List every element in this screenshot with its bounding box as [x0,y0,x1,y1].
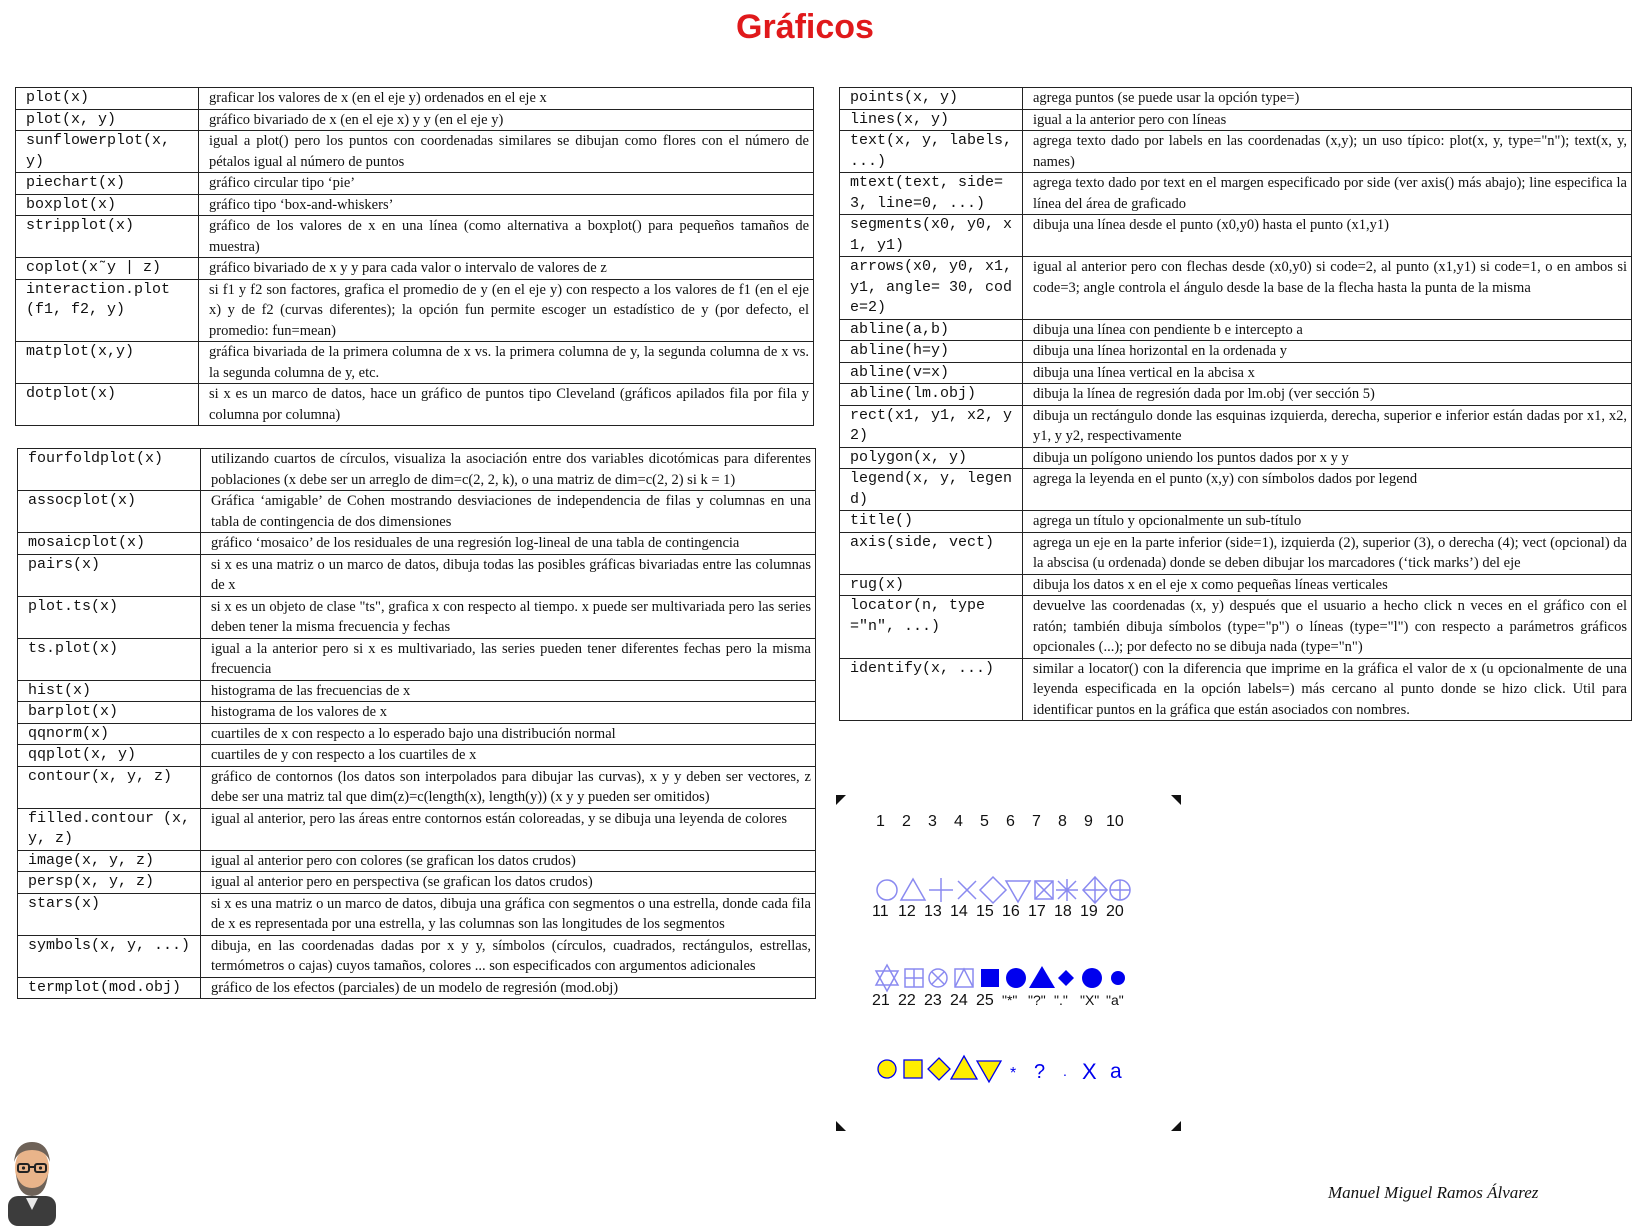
function-description: gráfico bivariado de x y y para cada valor o intervalo de valores de z [199,258,814,280]
function-name: identify(x, ...) [840,658,1023,721]
table-row [840,574,1632,596]
function-name: abline(h=y) [840,341,1023,363]
table-row [840,131,1632,173]
table-row [840,257,1632,320]
pch-7-square-cross [1035,881,1053,899]
function-description: gráfico tipo ‘box-and-whiskers’ [199,194,814,216]
function-name: qqnorm(x) [18,723,201,745]
function-name: symbols(x, y, ...) [18,935,201,977]
function-description: igual a plot() pero los puntos con coordenadas similares se dibujan como flores con el número de pétalos igual al número de puntos [199,131,814,173]
function-description: agrega texto dado por labels en las coordenadas (x,y); un uso típico: plot(x, y, type="n"); text(x, y, names) [1023,131,1632,173]
symbol-number-label: 1 [876,813,885,830]
pch-24-filled-triangle [951,1056,977,1079]
pch-3-plus [929,878,953,902]
pch-dot-glyph: . [1063,1063,1067,1079]
function-name: interaction.plot (f1, f2, y) [16,279,199,342]
function-description: gráfica bivariada de la primera columna de x vs. la primera columna de y, la segunda columna de x vs. la segunda columna de y, etc. [199,342,814,384]
function-name: rug(x) [840,574,1023,596]
function-name: abline(a,b) [840,319,1023,341]
symbol-number-label: 17 [1028,903,1046,920]
function-name: dotplot(x) [16,384,199,426]
table-row [840,173,1632,215]
pch-symbols-figure [836,795,1181,1131]
symbol-number-label: 21 [872,992,890,1009]
function-name: fourfoldplot(x) [18,449,201,491]
table-row [18,935,816,977]
table-row [840,447,1632,469]
function-description: gráfico ‘mosaico’ de los residuales de una regresión log-lineal de una tabla de contingencia [201,533,816,555]
table-row [16,216,814,258]
function-description: agrega un eje en la parte inferior (side=1), izquierda (2), superior (3), o derecha (4); vect (opcional) da la abscisa (u ordenada) donde se deben dibujar los marcadores (‘tick marks’) del eje [1023,532,1632,574]
table-row [18,596,816,638]
symbol-number-label: "?" [1028,992,1046,1008]
function-description: gráfico de los efectos (parciales) de un modelo de regresión (mod.obj) [201,977,816,999]
symbol-number-label: 25 [976,992,994,1009]
function-name: text(x, y, labels, ...) [840,131,1023,173]
reference-table-specialized-plots [17,448,816,999]
table-row [18,893,816,935]
table-row [16,88,814,110]
pch-5-diamond [980,877,1006,903]
symbol-row-2 [876,965,1125,991]
table-row [16,342,814,384]
reference-table-low-level-plotting [839,87,1632,721]
function-name: locator(n, type="n", ...) [840,596,1023,659]
symbol-number-label: "*" [1002,992,1018,1008]
function-description: dibuja un polígono uniendo los puntos dados por x y y [1023,447,1632,469]
symbol-number-label: 5 [980,813,989,830]
symbol-number-label: 2 [902,813,911,830]
function-description: Gráfica ‘amigable’ de Cohen mostrando desviaciones de independencia de filas y columnas en una tabla de contingencia de dos dimensiones [201,491,816,533]
table-row [18,766,816,808]
function-name: matplot(x,y) [16,342,199,384]
function-description: similar a locator() con la diferencia que imprime en la gráfica el valor de x (u opcionalmente de una leyenda especificada en la opción labels=) más cercano al punto donde se hizo click. Util para identificar puntos en la gráfica que están asociados con nombres. [1023,658,1632,721]
table-body [16,88,814,426]
symbol-number-label: 13 [924,903,942,920]
table-row [840,596,1632,659]
function-description: si x es un marco de datos, hace un gráfico de puntos tipo Cleveland (gráficos apilados fila por fila y columna por columna) [199,384,814,426]
function-description: igual al anterior, pero las áreas entre contornos están coloreadas, y se dibuja una leyenda de colores [201,808,816,850]
table-row [18,745,816,767]
table-row [840,362,1632,384]
function-name: contour(x, y, z) [18,766,201,808]
function-description: dibuja una línea horizontal en la ordenada y [1023,341,1632,363]
pch-15-filled-square [981,969,999,987]
pch-25-filled-down-triangle [977,1061,1001,1082]
pch-4-cross [958,881,976,899]
corner-mark [836,1121,846,1131]
function-name: abline(v=x) [840,362,1023,384]
table-row [18,554,816,596]
table-row [840,341,1632,363]
reference-table-basic-plots [15,87,814,426]
pch-12-square-plus [905,969,923,987]
function-description: devuelve las coordenadas (x, y) después que el usuario a hecho click n veces en el gráfico con el ratón; también dibuja símbolos (type="p") o líneas (type="l") con respecto a parámetros gráficos opcionales (...); por defecto no se dibuja nada (type="n") [1023,596,1632,659]
symbol-row-3 [878,1056,1122,1084]
table-row [18,872,816,894]
pch-10-circle-plus [1110,880,1130,900]
table-row [18,977,816,999]
function-description: igual al anterior pero en perspectiva (se grafican los datos crudos) [201,872,816,894]
pch-a-glyph: a [1110,1060,1122,1083]
table-row [840,215,1632,257]
function-name: plot(x) [16,88,199,110]
symbol-number-label: 22 [898,992,916,1009]
function-name: filled.contour (x, y, z) [18,808,201,850]
symbol-number-label: 24 [950,992,968,1009]
table-row [18,808,816,850]
symbol-number-label: 20 [1106,903,1124,920]
function-name: barplot(x) [18,702,201,724]
symbol-number-label: 10 [1106,813,1124,830]
function-name: polygon(x, y) [840,447,1023,469]
function-description: igual al anterior pero con flechas desde (x0,y0) si code=2, al punto (x1,y1) si code=1, o en ambos si code=3; angle controla el ángulo desde la base de la flecha hasta la punta de la misma [1023,257,1632,320]
function-name: arrows(x0, y0, x1, y1, angle= 30, code=2) [840,257,1023,320]
table-row [840,469,1632,511]
function-description: dibuja una línea con pendiente b e intercepto a [1023,319,1632,341]
author-avatar [6,1138,58,1226]
table-row [18,638,816,680]
symbol-number-label: 15 [976,903,994,920]
function-name: image(x, y, z) [18,850,201,872]
function-name: hist(x) [18,680,201,702]
pch-1-circle [877,880,897,900]
function-description: si x es un objeto de clase "ts", grafica x con respecto al tiempo. x puede ser multivariada pero las series deben tener la misma frecuencia y fechas [201,596,816,638]
pch-13-circle-cross [929,969,947,987]
symbol-number-label: 3 [928,813,937,830]
pch-21-filled-circle [878,1060,896,1078]
pch-star-glyph: * [1010,1065,1017,1082]
pch-2-triangle [901,879,925,900]
function-name: stars(x) [18,893,201,935]
symbol-number-label: 6 [1006,813,1015,830]
symbol-number-label: 7 [1032,813,1041,830]
table-row [16,109,814,131]
table-row [16,194,814,216]
function-description: gráfico de contornos (los datos son interpolados para dibujar las curvas), x y y deben ser vectores, z debe ser una matriz tal que dim(z)=c(length(x), length(y)) (x y y pueden ser omitidos) [201,766,816,808]
function-description: agrega texto dado por text en el margen especificado por side (ver axis() más abajo); line especifica la línea del área de graficado [1023,173,1632,215]
function-description: si x es una matriz o un marco de datos, dibuja una gráfica con segmentos o una estrella, donde cada fila de x es representada por una estrella, y las columnas son las longitudes de los segmentos [201,893,816,935]
table-row [16,258,814,280]
table-row [840,511,1632,533]
table-row [16,173,814,195]
symbol-row-1 [877,877,1130,903]
function-description: dibuja la línea de regresión dada por lm.obj (ver sección 5) [1023,384,1632,406]
function-description: si x es una matriz o un marco de datos, dibuja todas las posibles gráficas bivariadas entre las columnas de x [201,554,816,596]
function-description: igual a la anterior pero si x es multivariado, las series pueden tener diferentes fechas pero la misma frecuencia [201,638,816,680]
function-description: igual a la anterior pero con líneas [1023,109,1632,131]
table-row [16,384,814,426]
table-row [18,533,816,555]
table-row [16,131,814,173]
symbol-number-label: 4 [954,813,963,830]
function-name: boxplot(x) [16,194,199,216]
table-row [18,850,816,872]
symbol-number-label: "." [1054,992,1068,1008]
table-row [18,723,816,745]
table-row [18,680,816,702]
function-description: agrega la leyenda en el punto (x,y) con símbolos dados por legend [1023,469,1632,511]
pch-question-glyph: ? [1034,1061,1046,1083]
table-row [840,658,1632,721]
pch-x-glyph: X [1082,1059,1097,1084]
function-description: dibuja un rectángulo donde las esquinas izquierda, derecha, superior e inferior están dadas por x1, x2, y1, y y2, respectivamente [1023,405,1632,447]
function-name: coplot(x˜y | z) [16,258,199,280]
function-name: title() [840,511,1023,533]
function-name: mtext(text, side=3, line=0, ...) [840,173,1023,215]
corner-mark [836,795,846,805]
function-description: gráfico circular tipo ‘pie’ [199,173,814,195]
function-name: plot.ts(x) [18,596,201,638]
pch-6-down-triangle [1006,881,1030,902]
pch-16-filled-circle [1006,968,1026,988]
function-name: pairs(x) [18,554,201,596]
pch-9-diamond-plus [1083,877,1107,903]
symbol-number-label: 23 [924,992,942,1009]
function-name: rect(x1, y1, x2, y2) [840,405,1023,447]
corner-mark [1171,795,1181,805]
function-name: qqplot(x, y) [18,745,201,767]
pch-20-small-filled-circle [1111,971,1125,985]
function-name: legend(x, y, legend) [840,469,1023,511]
function-name: stripplot(x) [16,216,199,258]
function-name: sunflowerplot(x, y) [16,131,199,173]
function-description: cuartiles de x con respecto a lo esperado bajo una distribución normal [201,723,816,745]
symbol-number-label: "X" [1080,992,1100,1008]
function-name: termplot(mod.obj) [18,977,201,999]
table-row [18,491,816,533]
function-name: plot(x, y) [16,109,199,131]
function-name: persp(x, y, z) [18,872,201,894]
function-description: dibuja una línea desde el punto (x0,y0) hasta el punto (x1,y1) [1023,215,1632,257]
pch-11-star-of-david [876,965,898,991]
author-signature: Manuel Miguel Ramos Álvarez [1328,1183,1539,1202]
table-body [840,88,1632,721]
pch-14-square-triangle [955,969,973,987]
table-row [840,532,1632,574]
table-row [840,88,1632,110]
pch-8-asterisk [1056,879,1078,901]
function-name: abline(lm.obj) [840,384,1023,406]
function-description: agrega un título y opcionalmente un sub-título [1023,511,1632,533]
function-name: lines(x, y) [840,109,1023,131]
function-description: gráfico de los valores de x en una línea (como alternativa a boxplot() para pequeños tamaños de muestra) [199,216,814,258]
table-row [16,279,814,342]
function-description: dibuja, en las coordenadas dadas por x y y, símbolos (círculos, cuadrados, rectángulos, estrellas, termómetros o cajas) cuyos tamaños, colores ... son especificados con argumentos adicionales [201,935,816,977]
function-name: segments(x0, y0, x1, y1) [840,215,1023,257]
corner-mark [1171,1121,1181,1131]
function-name: assocplot(x) [18,491,201,533]
symbol-number-label: 16 [1002,903,1020,920]
table-row [18,449,816,491]
table-row [18,702,816,724]
page-title: Gráficos [736,8,874,46]
function-description: si f1 y f2 son factores, grafica el promedio de y (en el eje y) con respecto a los valores de f1 (en el eje x) y de f2 (curvas diferentes); la opción fun permite escoger un estadístico de y (por defecto, el promedio: fun=mean) [199,279,814,342]
pch-23-filled-diamond [928,1058,950,1080]
symbol-number-label: 19 [1080,903,1098,920]
pch-19-filled-circle [1082,968,1102,988]
function-description: histograma de los valores de x [201,702,816,724]
symbol-number-label: 18 [1054,903,1072,920]
function-name: mosaicplot(x) [18,533,201,555]
function-description: igual al anterior pero con colores (se grafican los datos crudos) [201,850,816,872]
function-description: graficar los valores de x (en el eje y) ordenados en el eje x [199,88,814,110]
table-row [840,109,1632,131]
function-description: histograma de las frecuencias de x [201,680,816,702]
function-description: agrega puntos (se puede usar la opción type=) [1023,88,1632,110]
function-description: utilizando cuartos de círculos, visualiza la asociación entre dos variables dicotómicas para diferentes poblaciones (x debe ser un arreglo de dim=c(2, 2, k), o una matriz de dim=c(2, 2) si k = 1) [201,449,816,491]
pch-18-filled-diamond [1058,970,1074,986]
pch-17-filled-triangle [1029,966,1055,988]
function-name: axis(side, vect) [840,532,1023,574]
function-name: ts.plot(x) [18,638,201,680]
function-name: points(x, y) [840,88,1023,110]
symbol-number-label: 12 [898,903,916,920]
symbol-number-label: 8 [1058,813,1067,830]
table-row [840,405,1632,447]
function-description: cuartiles de y con respecto a los cuartiles de x [201,745,816,767]
function-description: dibuja los datos x en el eje x como pequeñas líneas verticales [1023,574,1632,596]
symbol-number-label: "a" [1106,992,1124,1008]
function-description: dibuja una línea vertical en la abcisa x [1023,362,1632,384]
function-description: gráfico bivariado de x (en el eje x) y y (en el eje y) [199,109,814,131]
table-body [18,449,816,999]
pch-22-filled-square [904,1060,922,1078]
symbol-number-label: 14 [950,903,968,920]
table-row [840,319,1632,341]
symbol-number-label: 9 [1084,813,1093,830]
symbol-number-label: 11 [872,903,889,920]
function-name: piechart(x) [16,173,199,195]
table-row [840,384,1632,406]
